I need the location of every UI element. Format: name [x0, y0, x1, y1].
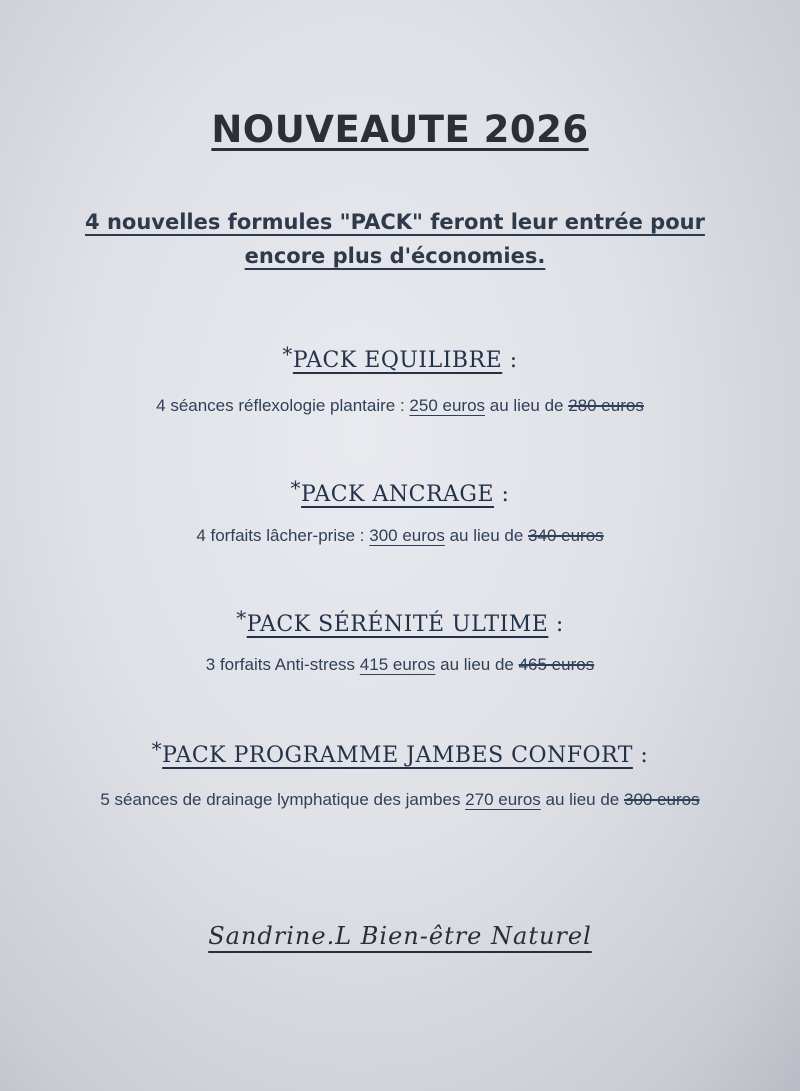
- pack-colon: :: [494, 482, 510, 507]
- pack-middle: au lieu de: [540, 790, 624, 809]
- intro-paragraph: [80, 205, 710, 273]
- pack-title-jambes-confort: [0, 737, 800, 768]
- pack-price: 270 euros: [465, 790, 541, 809]
- signature-text: Sandrine.L Bien-être Naturel: [208, 922, 592, 950]
- page-title: [0, 108, 800, 151]
- pack-description: 4 séances réflexologie plantaire :: [156, 396, 410, 415]
- pack-middle: au lieu de: [435, 655, 519, 674]
- pack-price: 250 euros: [409, 396, 486, 415]
- pack-old-price: 340 euros: [528, 526, 604, 545]
- title-text: NOUVEAUTE 2026: [211, 108, 589, 151]
- pack-star: *: [236, 606, 247, 630]
- pack-colon: :: [548, 612, 564, 637]
- pack-name: PACK PROGRAMME JAMBES CONFORT: [162, 743, 633, 768]
- pack-old-price: 280 euros: [568, 396, 644, 415]
- pack-desc-equilibre: [0, 396, 800, 416]
- pack-name: PACK SÉRÉNITÉ ULTIME: [246, 612, 549, 637]
- intro-text: 4 nouvelles formules "PACK" feront leur entrée pour encore plus d'économies.: [85, 210, 705, 268]
- pack-name: PACK EQUILIBRE: [292, 348, 503, 373]
- pack-description: 4 forfaits lâcher-prise :: [196, 526, 370, 545]
- pack-star: *: [282, 342, 293, 366]
- pack-title-equilibre: [0, 342, 800, 373]
- pack-old-price: 300 euros: [623, 790, 700, 809]
- pack-desc-serenite: [0, 655, 800, 675]
- pack-colon: :: [632, 743, 649, 768]
- pack-description: 5 séances de drainage lymphatique des jambes: [100, 790, 466, 809]
- signature: [0, 922, 800, 950]
- pack-desc-jambes-confort: [0, 790, 800, 810]
- pack-title-ancrage: [0, 476, 800, 507]
- pack-description: 3 forfaits Anti-stress: [205, 655, 360, 674]
- pack-colon: :: [502, 348, 518, 373]
- pack-price: 300 euros: [369, 526, 445, 545]
- pack-title-serenite: [0, 606, 800, 637]
- pack-desc-ancrage: [0, 526, 800, 546]
- pack-star: *: [290, 476, 302, 500]
- pack-price: 415 euros: [359, 655, 436, 674]
- pack-star: *: [151, 737, 163, 761]
- pack-old-price: 465 euros: [518, 655, 595, 674]
- pack-name: PACK ANCRAGE: [301, 482, 495, 507]
- pack-middle: au lieu de: [485, 396, 569, 415]
- pack-middle: au lieu de: [444, 526, 529, 545]
